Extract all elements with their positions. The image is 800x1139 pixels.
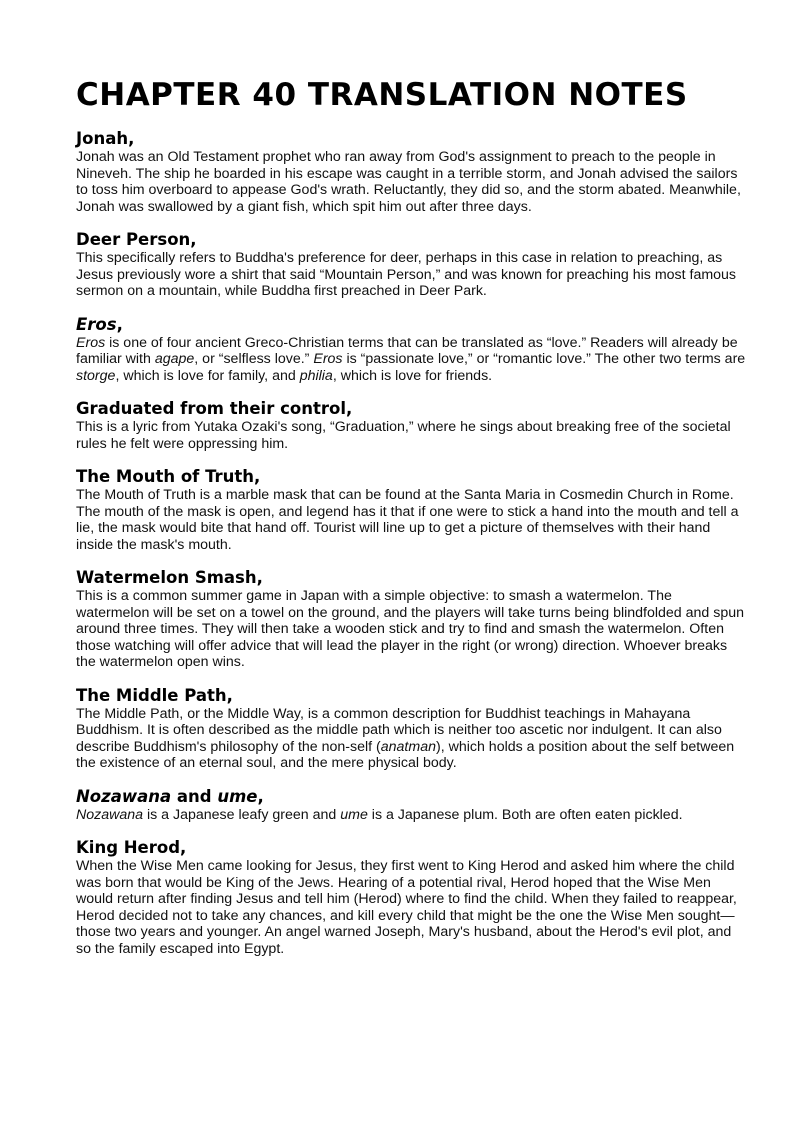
text-run: , or “selfless love.”: [194, 351, 314, 367]
note-heading: [76, 466, 746, 487]
note-heading: [76, 786, 746, 807]
note-body: [76, 335, 746, 385]
note-body: [76, 706, 746, 772]
text-run: The Mouth of Truth,: [76, 467, 261, 486]
text-run: ,: [257, 786, 264, 806]
note-section: [76, 128, 746, 215]
text-run: The Middle Path,: [76, 685, 233, 705]
italic-term: storge: [76, 367, 116, 384]
note-section: [76, 786, 746, 824]
text-run: When the Wise Men came looking for Jesus, they first went to King Herod and asked him where the child was born that would be King of the Jews. Hearing of a potential rival, Herod hoped that the Wise Men would return after finding Jesus and tell him (Herod) where to find the child. When they failed to reappear, Herod decided not to take any chances, and kill every child that might be the one the Wise Men sought—those two years and younger. An angel warned Joseph, Mary's husband, about the Herod's evil plot, and so the family escaped into Egypt.: [76, 858, 737, 957]
note-heading: [76, 837, 746, 858]
note-body: [76, 419, 746, 452]
note-section: [76, 466, 746, 553]
text-run: This is a common summer game in Japan with a simple objective: to smash a watermelon. The watermelon will be set on a towel on the ground, and the players will take turns being blindfolded and spun around three times. They will then take a wooden stick and try to find and smash the watermelon. Often those watching will offer advice that will lead the player in the right (or wrong) direction. Whoever breaks the watermelon open wins.: [76, 588, 745, 670]
text-run: This is a lyric from Yutaka Ozaki's song, “Graduation,” where he sings about breaking free of the societal rules he felt were oppressing him.: [76, 419, 731, 452]
text-run: This specifically refers to Buddha's preference for deer, perhaps in this case in relation to preaching, as Jesus previously wore a shirt that said “Mountain Person,” and was known for preaching his most famous sermon on a mountain, while Buddha first preached in Deer Park.: [76, 250, 737, 299]
text-run: ,: [116, 314, 123, 334]
text-run: is “passionate love,” or “romantic love.” The other two terms are: [342, 351, 746, 367]
text-run: King Herod,: [76, 838, 187, 857]
text-run: Jonah,: [76, 129, 135, 148]
note-body: [76, 858, 746, 957]
italic-term: ume: [340, 806, 368, 823]
note-section: [76, 398, 746, 452]
note-body: [76, 149, 746, 215]
note-section: [76, 685, 746, 772]
italic-term: Eros: [76, 334, 106, 351]
note-heading: [76, 685, 746, 706]
note-section: [76, 229, 746, 300]
note-body: [76, 250, 746, 300]
italic-term: ume: [217, 786, 258, 806]
italic-term: Eros: [76, 314, 117, 334]
text-run: is a Japanese leafy green and: [143, 806, 341, 823]
text-run: Graduated from their control,: [76, 399, 353, 418]
italic-term: philia: [299, 367, 333, 384]
text-run: is one of four ancient Greco-Christian terms that can be translated as “love.” Readers will already be familiar with: [76, 334, 738, 367]
text-run: Watermelon Smash,: [76, 568, 263, 587]
note-heading: [76, 314, 746, 335]
note-section: [76, 567, 746, 671]
text-run: The Middle Path, or the Middle Way, is a common description for Buddhist teachings in Mahayana Buddhism. It is often described as the middle path which is neither too ascetic nor indulgent. It can also describe Buddhism's philosophy of the non-self (: [76, 705, 722, 755]
page-title: CHAPTER 40 TRANSLATION NOTES: [76, 77, 688, 113]
text-run: The Mouth of Truth is a marble mask that can be found at the Santa Maria in Cosmedin Church in Rome. The mouth of the mask is open, and legend has it that if one were to stick a hand into the mouth and tell a lie, the mask would bite that hand off. Tourist will line up to get a picture of themselves with their hand inside the mask's mouth.: [76, 487, 739, 553]
italic-term: Nozawana: [76, 806, 144, 823]
note-heading: [76, 229, 746, 250]
note-heading: [76, 567, 746, 588]
text-run: Jonah was an Old Testament prophet who ran away from God's assignment to preach to the people in Nineveh. The ship he boarded in his escape was caught in a terrible storm, and Jonah advised the sailors to toss him overboard to appease God's wrath. Reluctantly, they did so, and the storm abated. Meanwhile, Jonah was swallowed by a giant fish, which spit him out after three days.: [76, 149, 741, 215]
italic-term: anatman: [380, 738, 436, 755]
text-run: is a Japanese plum. Both are often eaten pickled.: [367, 806, 683, 823]
note-body: [76, 807, 746, 824]
text-run: , which is love for friends.: [332, 367, 493, 384]
text-run: ), which holds a position about the self between the existence of an eternal soul, and the mere physical body.: [76, 738, 735, 771]
italic-term: Eros: [313, 351, 343, 367]
text-run: , which is love for family, and: [115, 367, 300, 384]
note-body: [76, 487, 746, 553]
italic-term: agape: [154, 351, 195, 367]
note-heading: [76, 398, 746, 419]
note-section: [76, 837, 746, 957]
text-run: and: [171, 786, 218, 806]
note-section: [76, 314, 746, 385]
note-heading: [76, 128, 746, 149]
notes-list: [76, 128, 746, 957]
italic-term: Nozawana: [76, 786, 172, 806]
text-run: Deer Person,: [76, 230, 197, 249]
note-body: [76, 588, 746, 671]
